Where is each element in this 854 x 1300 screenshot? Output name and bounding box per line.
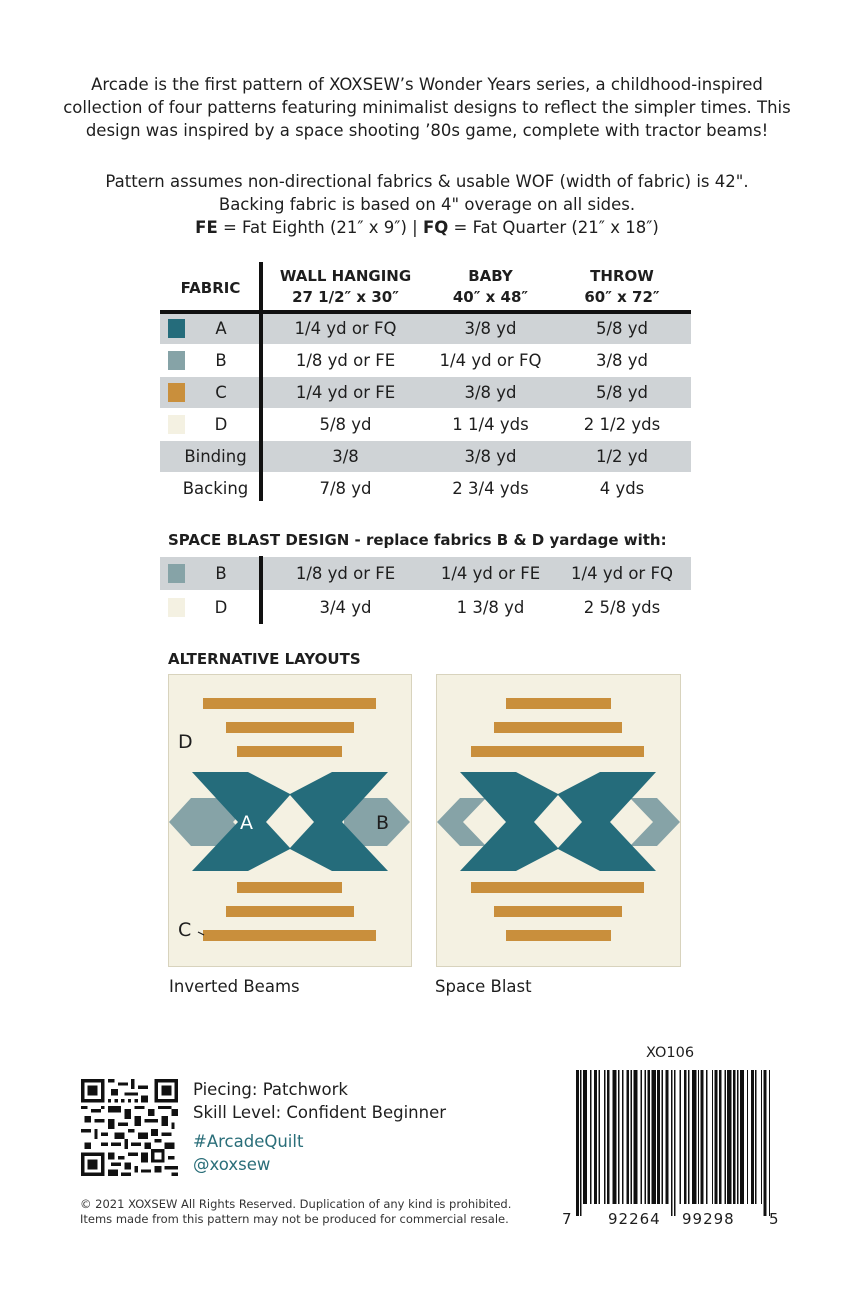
wall-cell: 1/4 yd or FE (295, 383, 396, 402)
wall-cell: 1/8 yd or FE (295, 564, 396, 583)
barcode-bar (674, 1070, 675, 1216)
barcode-digits-right: 99298 (682, 1210, 735, 1228)
beam-strip (203, 930, 376, 941)
beam-strip (471, 882, 644, 893)
header-baby-size: 40″ x 48″ (452, 288, 529, 306)
barcode-bar (604, 1070, 605, 1204)
fabric-label: B (215, 564, 227, 583)
barcode-digits-left: 92264 (608, 1210, 661, 1228)
barcode-bar (580, 1070, 581, 1216)
space-blast-caption: Space Blast (435, 977, 532, 996)
barcode-bar (666, 1070, 669, 1204)
beam-strip (226, 906, 354, 917)
barcode-bar (590, 1070, 591, 1204)
wall-cell: 3/8 (332, 447, 359, 466)
throw-cell: 3/8 yd (595, 351, 649, 370)
label-b: B (376, 812, 390, 834)
throw-cell: 5/8 yd (595, 319, 649, 338)
barcode-bar (727, 1070, 731, 1204)
baby-cell: 3/8 yd (464, 319, 517, 338)
fe-text: = Fat Eighth (21″ x 9″) | (217, 218, 423, 237)
space-blast-title: SPACE BLAST DESIGN - replace fabrics B & D yardage with: (168, 531, 667, 549)
intro-text (60, 73, 794, 142)
barcode-bar (680, 1070, 681, 1204)
layouts-title: ALTERNATIVE LAYOUTS (168, 650, 361, 668)
barcode-bar (751, 1070, 754, 1204)
table-row (160, 591, 691, 624)
table-divider (160, 310, 691, 314)
qr-code-icon[interactable] (81, 1079, 178, 1176)
beam-strip (506, 698, 611, 709)
barcode-bar (719, 1070, 722, 1204)
barcode-bar (755, 1070, 756, 1204)
barcode-bar (715, 1070, 718, 1204)
beam-strip (471, 746, 644, 757)
barcode-bar (661, 1070, 662, 1204)
header-baby-label: BABY (468, 267, 513, 285)
header-wall-hanging (263, 266, 428, 308)
barcode-bar (652, 1070, 656, 1204)
table-row (160, 557, 691, 590)
header-baby (428, 266, 553, 308)
product-code: XO106 (646, 1045, 695, 1061)
table-row (160, 473, 691, 504)
table-row (160, 345, 691, 376)
header-wall-size: 27 1/2″ x 30″ (292, 288, 399, 306)
hashtag-link[interactable]: #ArcadeQuilt (193, 1132, 304, 1151)
beam-strip (494, 722, 622, 733)
barcode-bar (740, 1070, 744, 1204)
barcode-digit-first: 7 (562, 1210, 573, 1228)
fabric-label: B (215, 351, 227, 370)
label-c: C (178, 919, 192, 941)
barcode-bar (684, 1070, 687, 1204)
throw-cell: 2 1/2 yds (583, 415, 661, 434)
table-row (160, 409, 691, 440)
baby-cell: 3/8 yd (464, 447, 517, 466)
barcode-bar (692, 1070, 696, 1204)
header-throw (553, 266, 691, 308)
wall-cell: 1/8 yd or FE (295, 351, 396, 370)
barcode-bar (647, 1070, 650, 1204)
header-throw-label: THROW (590, 267, 654, 285)
piecing-info: Piecing: Patchwork (193, 1080, 348, 1099)
barcode-bar (612, 1070, 616, 1204)
fq-text: = Fat Quarter (21″ x 18″) (448, 218, 659, 237)
beam-strip (237, 882, 342, 893)
beam-strip (506, 930, 611, 941)
beam-strip (237, 746, 342, 757)
barcode-bar (576, 1070, 579, 1216)
assumption-line: Pattern assumes non-directional fabrics & usable WOF (width of fabric) is 42". (105, 172, 749, 191)
abbreviations (60, 216, 794, 239)
barcode-bar (598, 1070, 599, 1204)
barcode-bar (701, 1070, 704, 1204)
barcode-bar (633, 1070, 637, 1204)
wall-cell: 1/4 yd or FQ (294, 319, 397, 338)
barcode-bar (706, 1070, 707, 1204)
beam-strip (226, 722, 354, 733)
fabric-label: A (215, 319, 227, 338)
fabric-label: D (214, 598, 228, 617)
label-a: A (240, 812, 253, 834)
barcode-bar (645, 1070, 646, 1204)
baby-cell: 1/4 yd or FE (440, 564, 541, 583)
barcode-bar (764, 1070, 767, 1216)
beam-strip (203, 698, 376, 709)
barcode-bar (761, 1070, 762, 1204)
header-throw-size: 60″ x 72″ (584, 288, 660, 306)
baby-cell: 2 3/4 yds (452, 479, 529, 498)
assumptions (60, 170, 794, 239)
barcode-icon (576, 1070, 770, 1216)
barcode-bar (724, 1070, 725, 1204)
inverted-beams-diagram (168, 674, 412, 967)
copyright-line: Items made from this pattern may not be produced for commercial resale. (80, 1212, 509, 1226)
table-row (160, 441, 691, 472)
inverted-beams-caption: Inverted Beams (169, 977, 300, 996)
barcode-bar (618, 1070, 619, 1204)
barcode-bar (626, 1070, 629, 1204)
baby-cell: 1 3/8 yd (456, 598, 525, 617)
baby-cell: 1 1/4 yds (452, 415, 529, 434)
baby-cell: 1/4 yd or FQ (439, 351, 542, 370)
throw-cell: 1/2 yd (595, 447, 649, 466)
wall-cell: 7/8 yd (319, 479, 372, 498)
barcode-bar (688, 1070, 689, 1204)
table-divider (259, 556, 263, 624)
barcode-bar (583, 1070, 587, 1204)
barcode-bar (712, 1070, 713, 1204)
fq-abbr: FQ (422, 218, 449, 237)
barcode-bar (769, 1070, 770, 1216)
throw-cell: 2 5/8 yds (583, 598, 661, 617)
fe-abbr: FE (195, 218, 218, 237)
baby-cell: 3/8 yd (464, 383, 517, 402)
space-blast-diagram (436, 674, 681, 967)
throw-cell: 5/8 yd (595, 383, 649, 402)
skill-level-info: Skill Level: Confident Beginner (193, 1103, 447, 1122)
intro-line: collection of four patterns featuring minimalist designs to reflect the simpler times. This (63, 98, 791, 117)
table-row (160, 377, 691, 408)
barcode-bar (622, 1070, 623, 1204)
barcode-bar (733, 1070, 736, 1204)
table-divider (259, 262, 263, 501)
throw-cell: 1/4 yd or FQ (571, 564, 673, 583)
header-fabric: FABRIC (180, 279, 241, 297)
fabric-label: Backing (182, 479, 249, 498)
barcode-bar (657, 1070, 660, 1204)
social-handle-link[interactable]: @xoxsew (193, 1155, 271, 1174)
copyright-notice (80, 1197, 511, 1227)
throw-cell: 4 yds (599, 479, 645, 498)
copyright-line: © 2021 XOXSEW All Rights Reserved. Duplication of any kind is prohibited. (80, 1197, 512, 1211)
fabric-label: D (214, 415, 228, 434)
barcode-bar (607, 1070, 610, 1204)
barcode-bar (698, 1070, 699, 1204)
label-d: D (178, 731, 193, 753)
wall-cell: 5/8 yd (319, 415, 372, 434)
barcode-bar (737, 1070, 738, 1204)
assumption-line: Backing fabric is based on 4" overage on all sides. (218, 195, 636, 214)
fabric-label: C (215, 383, 227, 402)
barcode-bar (640, 1070, 641, 1204)
fabric-label: Binding (184, 447, 247, 466)
barcode-bar (747, 1070, 748, 1204)
barcode-bar (631, 1070, 632, 1204)
wall-cell: 3/4 yd (319, 598, 372, 617)
intro-line: design was inspired by a space shooting ’80s game, complete with tractor beams! (85, 121, 769, 140)
intro-line: Arcade is the first pattern of XOXSEW’s Wonder Years series, a childhood-inspired (91, 75, 763, 94)
barcode-bar (594, 1070, 597, 1204)
beam-strip (494, 906, 622, 917)
header-wall-label: WALL HANGING (279, 267, 412, 285)
barcode-digit-last: 5 (769, 1210, 780, 1228)
table-row (160, 313, 691, 344)
barcode-bar (671, 1070, 672, 1216)
